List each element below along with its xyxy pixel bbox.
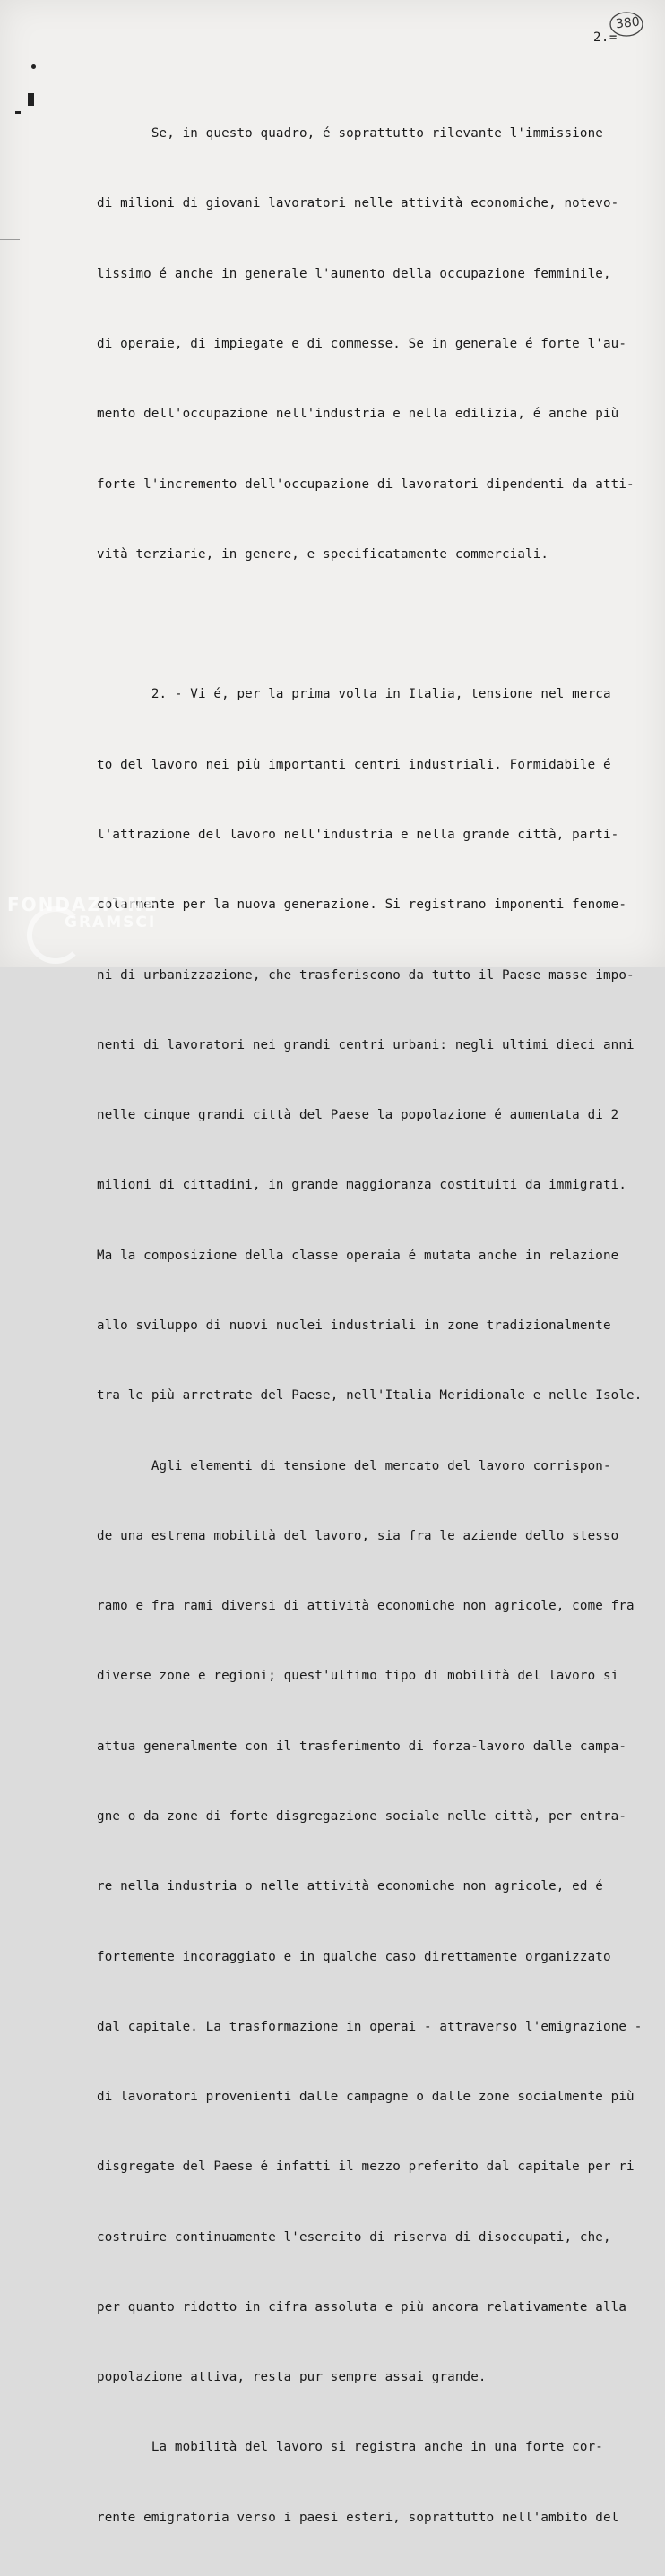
text-line: fortemente incoraggiato e in qualche caso direttamente organizzato <box>97 1949 611 1964</box>
text-line: diverse zone e regioni; quest'ultimo tipo di mobilità del lavoro si <box>97 1669 619 1684</box>
punch-mark-2 <box>28 93 34 106</box>
text-line: per quanto ridotto in cifra assoluta e più ancora relativamente alla <box>97 2299 627 2314</box>
text-line: rente emigratoria verso i paesi esteri, soprattutto nell'ambito del <box>97 2510 619 2525</box>
text-line: colarmente per la nuova generazione. Si registrano imponenti fenome- <box>97 897 627 913</box>
watermark <box>7 896 159 932</box>
document-body <box>97 75 643 2576</box>
text-line: Se, in questo quadro, é soprattutto rilevante l'immissione <box>97 126 603 142</box>
text-line: milioni di cittadini, in grande maggioranza costituiti da immigrati. <box>97 1178 627 1193</box>
text-line: 2. - Vi é, per la prima volta in Italia, tensione nel merca <box>97 687 611 702</box>
text-line: vità terziarie, in genere, e specificatamente commerciali. <box>97 546 549 562</box>
watermark-line-2: GRAMSCI <box>65 914 157 932</box>
text-line: La mobilità del lavoro si registra anche in una forte cor- <box>97 2440 603 2455</box>
text-line: disgregate del Paese é infatti il mezzo preferito dal capitale per ri <box>97 2160 635 2175</box>
text-line: di milioni di giovani lavoratori nelle attività economiche, notevo- <box>97 196 619 211</box>
punch-mark-3 <box>15 111 21 114</box>
text-line: lissimo é anche in generale l'aumento della occupazione femminile, <box>97 266 611 281</box>
text-line: re nella industria o nelle attività economiche non agricole, ed é <box>97 1879 603 1894</box>
text-line: dal capitale. La trasformazione in operai - attraverso l'emigrazione - <box>97 2019 643 2034</box>
text-line: ni di urbanizzazione, che trasferiscono da tutto il Paese masse impo- <box>97 967 635 983</box>
text-line: mento dell'occupazione nell'industria e nella edilizia, é anche più <box>97 407 619 422</box>
text-line: Agli elementi di tensione del mercato del lavoro corrispon- <box>97 1458 611 1473</box>
page-number: 2.= <box>593 30 618 45</box>
punch-mark-1 <box>31 64 36 69</box>
text-line: l'attrazione del lavoro nell'industria e nella grande città, parti- <box>97 828 619 842</box>
text-line: allo sviluppo di nuovi nuclei industriali in zone tradizionalmente <box>97 1318 611 1333</box>
text-line: Ma la composizione della classe operaia é mutata anche in relazione <box>97 1248 619 1263</box>
text-line: tra le più arretrate del Paese, nell'Italia Meridionale e nelle Isole. <box>97 1388 643 1404</box>
text-line: gne o da zone di forte disgregazione sociale nelle città, per entra- <box>97 1808 627 1824</box>
text-line: forte l'incremento dell'occupazione di lavoratori dipendenti da atti- <box>97 477 635 492</box>
text-line: popolazione attiva, resta pur sempre assai grande. <box>97 2370 487 2385</box>
text-line: nelle cinque grandi città del Paese la popolazione é aumentata di 2 <box>97 1108 619 1123</box>
text-line: de una estrema mobilità del lavoro, sia fra le aziende dello stesso <box>97 1528 619 1543</box>
archive-number: 380 <box>615 14 641 32</box>
text-line: costruire continuamente l'esercito di riserva di disoccupati, che, <box>97 2229 611 2245</box>
watermark-line-1: FONDAZIONE <box>7 894 159 915</box>
text-line: di operaie, di impiegate e di commesse. Se in generale é forte l'au- <box>97 337 627 352</box>
text-line: to del lavoro nei più importanti centri industriali. Formidabile é <box>97 757 611 772</box>
edge-mark <box>0 239 20 240</box>
text-line: di lavoratori provenienti dalle campagne o dalle zone socialmente più <box>97 2090 635 2105</box>
text-line: nenti di lavoratori nei grandi centri urbani: negli ultimi dieci anni <box>97 1037 635 1052</box>
text-line: ramo e fra rami diversi di attività economiche non agricole, come fra <box>97 1599 635 1614</box>
text-line: attua generalmente con il trasferimento di forza-lavoro dalle campa- <box>97 1739 627 1754</box>
